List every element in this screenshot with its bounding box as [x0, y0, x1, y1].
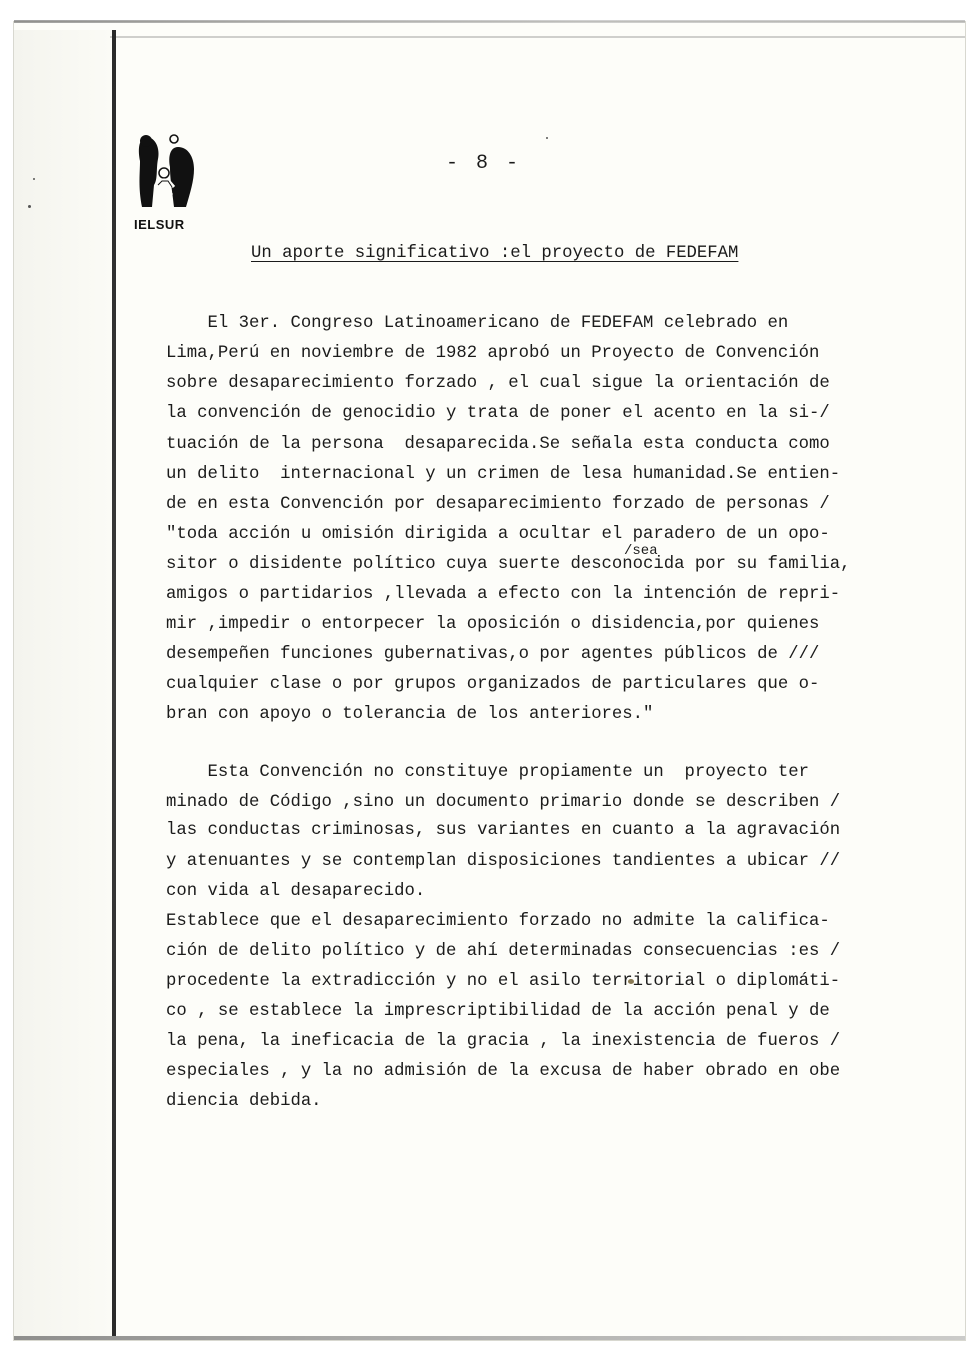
paragraph-1-line: tuación de la persona desaparecida.Se señala esta conducta como: [166, 435, 830, 454]
paragraph-1-line: sobre desaparecimiento forzado , el cual sigue la orientación de: [166, 374, 830, 393]
paragraph-3-line: procedente la extradicción y no el asilo territorial o diplomáti-: [166, 972, 841, 991]
paragraph-1-line: cualquier clase o por grupos organizados de particulares que o-: [166, 675, 820, 694]
scan-edge-bottom: [14, 1336, 965, 1340]
paragraph-2-line: las conductas criminosas, sus variantes en cuanto a la agravación: [166, 821, 841, 840]
paragraph-1-line: mir ,impedir o entorpecer la oposición o disidencia,por quienes: [166, 615, 820, 634]
paragraph-1-line: un delito internacional y un crimen de lesa humanidad.Se entien-: [166, 465, 841, 484]
paragraph-3-line: la pena, la ineficacia de la gracia , la inexistencia de fueros /: [166, 1032, 841, 1051]
scan-speck: [546, 137, 548, 139]
binding-margin: [14, 30, 112, 1336]
ielsur-logo: [134, 133, 200, 233]
paragraph-1-line: sitor o disidente político cuya suerte desconocida por su familia,: [166, 555, 851, 574]
paragraph-3-line: co , se establece la imprescriptibilidad de la acción penal y de: [166, 1002, 830, 1021]
paragraph-3-line: ción de delito político y de ahí determinadas consecuencias :es /: [166, 942, 841, 961]
logo-label: IELSUR: [134, 217, 185, 232]
page-number: - 8 -: [446, 152, 522, 175]
paragraph-1-line: bran con apoyo o tolerancia de los anteriores.": [166, 705, 654, 724]
scan-speck: [28, 205, 31, 208]
paragraph-2-line: minado de Código ,sino un documento primario donde se describen /: [166, 793, 841, 812]
paragraph-1-line: El 3er. Congreso Latinoamericano de FEDEFAM celebrado en: [166, 314, 789, 333]
paragraph-1-line: "toda acción u omisión dirigida a ocultar el paradero de un opo-: [166, 525, 830, 544]
paragraph-1-line: de en esta Convención por desaparecimiento forzado de personas /: [166, 495, 830, 514]
scan-edge-fold: [110, 36, 965, 38]
paragraph-3-line: Establece que el desaparecimiento forzado no admite la califica-: [166, 912, 830, 931]
paragraph-1-line: la convención de genocidio y trata de poner el acento en la si-/: [166, 404, 830, 423]
paragraph-1-line: amigos o partidarios ,llevada a efecto con la intención de repri-: [166, 585, 841, 604]
paragraph-2-line: con vida al desaparecido.: [166, 882, 426, 901]
paragraph-1-line: Lima,Perú en noviembre de 1982 aprobó un Proyecto de Convención: [166, 344, 820, 363]
paragraph-2-line: y atenuantes y se contemplan disposiciones tandientes a ubicar //: [166, 852, 841, 871]
binding-line: [112, 30, 116, 1336]
scan-edge-top: [14, 20, 965, 23]
handwritten-insertion: /sea: [624, 543, 658, 559]
scan-speck: [33, 178, 35, 180]
section-heading: Un aporte significativo :el proyecto de FEDEFAM: [251, 244, 739, 263]
paragraph-1-line: desempeñen funciones gubernativas,o por agentes públicos de ///: [166, 645, 820, 664]
paragraph-3-line: especiales , y la no admisión de la excusa de haber obrado en obe: [166, 1062, 841, 1081]
paragraph-2-line: Esta Convención no constituye propiamente un proyecto ter: [166, 763, 809, 782]
paragraph-3-line: diencia debida.: [166, 1092, 322, 1111]
family-figures-icon: [136, 133, 198, 215]
